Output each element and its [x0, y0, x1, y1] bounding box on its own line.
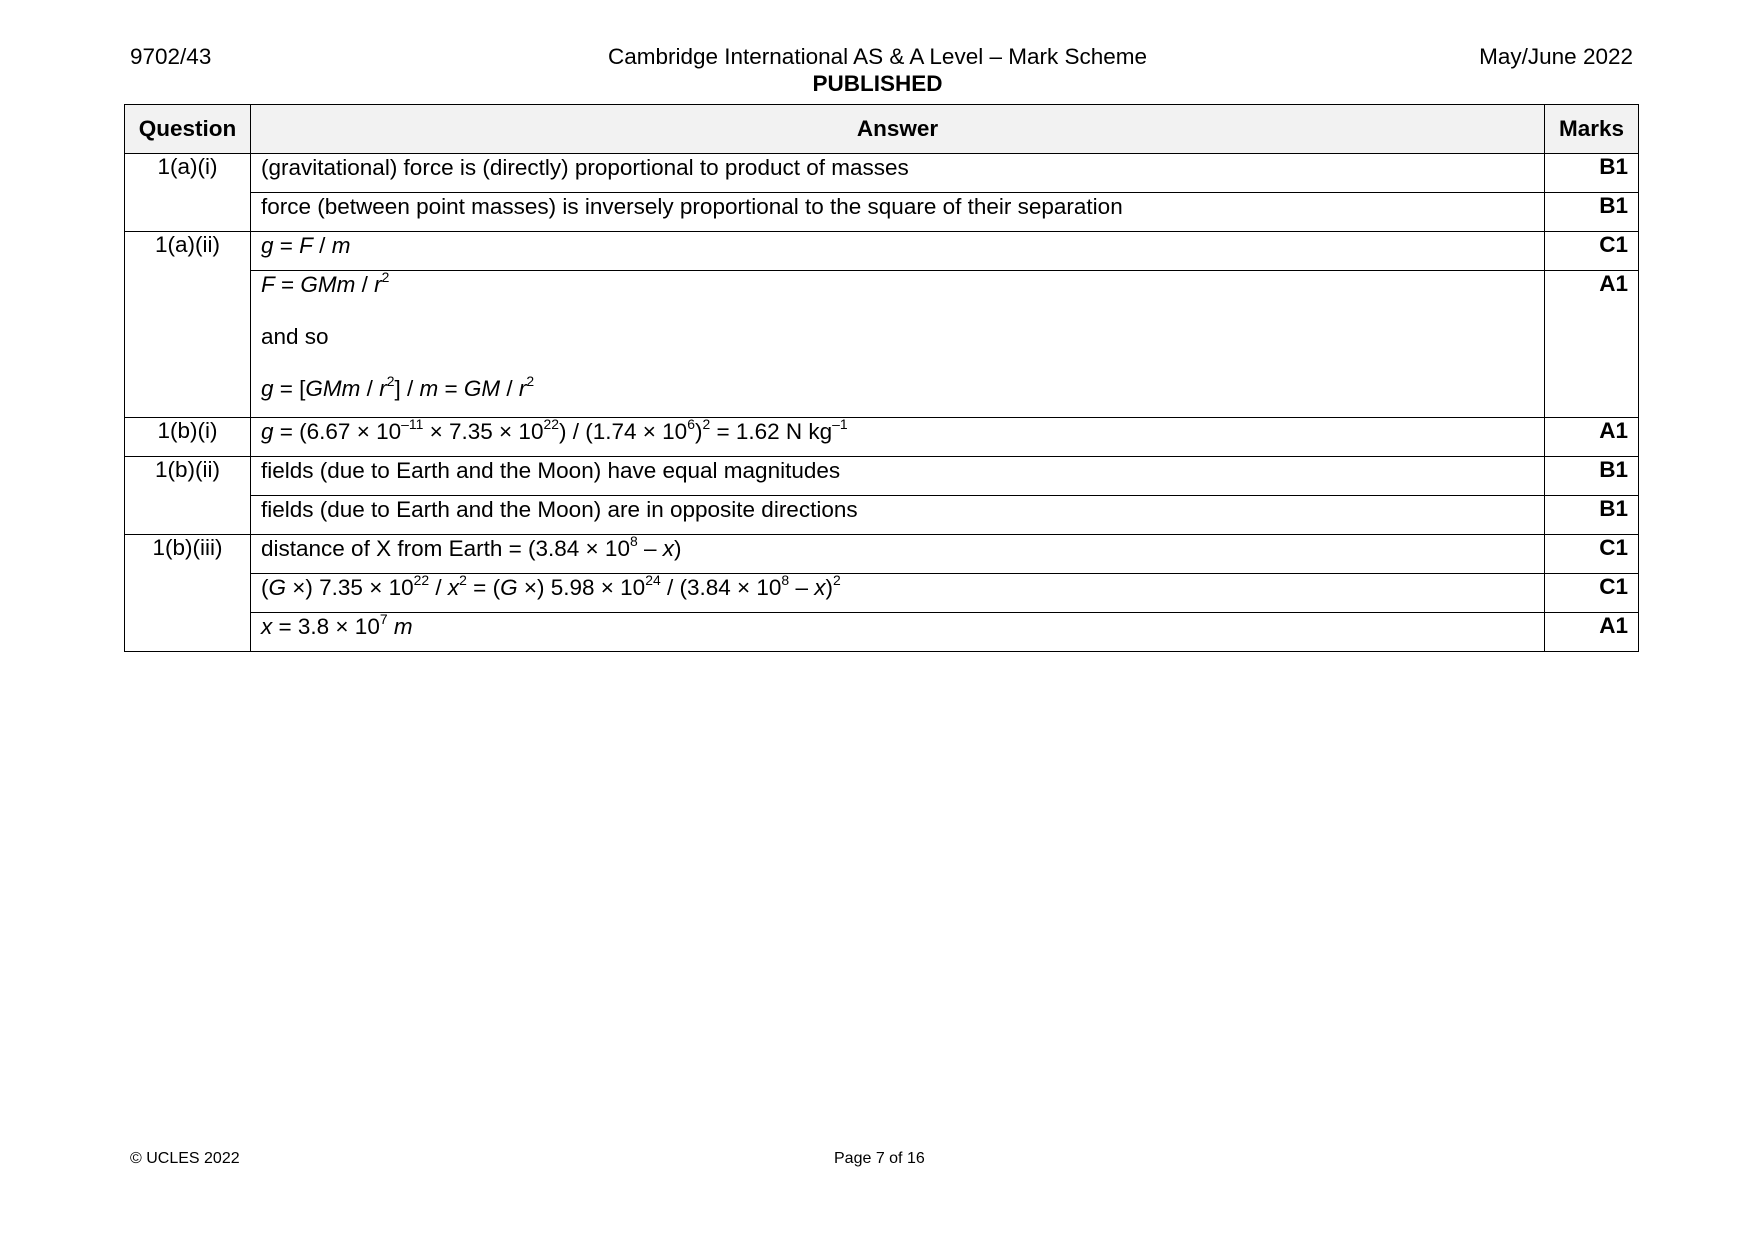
mark-cell: A1 [1545, 271, 1639, 418]
table-row [125, 613, 1639, 652]
answer-line: $g = [GMm / r^2] / m$ = GM / $r^2$ [261, 372, 535, 401]
mark-cell: C1 [1545, 574, 1639, 613]
copyright-notice: © UCLES 2022 [130, 1150, 240, 1167]
mark-cell: B1 [1545, 154, 1639, 193]
table-row [125, 418, 1639, 457]
table-header-row [125, 105, 1639, 154]
answer-cell: fields (due to Earth and the Moon) are in opposite directions [251, 496, 1545, 535]
mark-scheme-table [124, 104, 1639, 652]
table-row [125, 271, 1639, 418]
mark-cell: B1 [1545, 193, 1639, 232]
answer-cell: force (between point masses) is inversely proportional to the square of their separation [251, 193, 1545, 232]
answer-cell: $x = 3.8 \times 10^7$ m [251, 613, 1545, 652]
answer-line: and so [261, 324, 329, 349]
mark-cell: C1 [1545, 535, 1639, 574]
question-number: 1(b)(ii) [125, 457, 251, 535]
answer-cell: (G ×) $7.35 \times 10^{22} / x^2 = (G$ ×) $5.98 \times 10^{24} / (3.84 \times 10^8 - x)^2$ [251, 574, 1545, 613]
question-number: 1(b)(iii) [125, 535, 251, 652]
question-number: 1(a)(i) [125, 154, 251, 232]
mark-cell: B1 [1545, 496, 1639, 535]
answer-cell: g = F / m [251, 232, 1545, 271]
table-row [125, 232, 1639, 271]
answer-cell: fields (due to Earth and the Moon) have equal magnitudes [251, 457, 1545, 496]
mark-cell: A1 [1545, 613, 1639, 652]
answer-cell: (gravitational) force is (directly) proportional to product of masses [251, 154, 1545, 193]
question-number: 1(a)(ii) [125, 232, 251, 418]
table-row [125, 193, 1639, 232]
marks-column-header: Marks [1545, 105, 1639, 154]
table-row [125, 574, 1639, 613]
answer-cell [251, 268, 1545, 418]
answer-line: F = GMm / $r^2$ [261, 268, 390, 297]
mark-cell: C1 [1545, 232, 1639, 271]
document-status: PUBLISHED [812, 71, 943, 96]
document-title: Cambridge International AS & A Level – Mark Scheme [607, 44, 1148, 69]
table-row [125, 154, 1639, 193]
answer-cell: distance of X from Earth = $(3.84 \times 10^8 - x)$ [251, 535, 1545, 574]
mark-cell: A1 [1545, 418, 1639, 457]
answer-column-header: Answer [251, 105, 1545, 154]
table-row [125, 457, 1639, 496]
answer-cell: $g = (6.67 \times 10^{-11} \times 7.35 \times 10^{22}) / (1.74 \times 10^6)^2 = 1.62$ N $kg^{-1}$ [251, 418, 1545, 457]
paper-code: 9702/43 [130, 44, 212, 69]
exam-session: May/June 2022 [1479, 44, 1633, 69]
question-column-header: Question [125, 105, 251, 154]
mark-cell: B1 [1545, 457, 1639, 496]
page-number: Page 7 of 16 [834, 1150, 925, 1167]
question-number: 1(b)(i) [125, 418, 251, 457]
table-row [125, 496, 1639, 535]
table-row [125, 535, 1639, 574]
